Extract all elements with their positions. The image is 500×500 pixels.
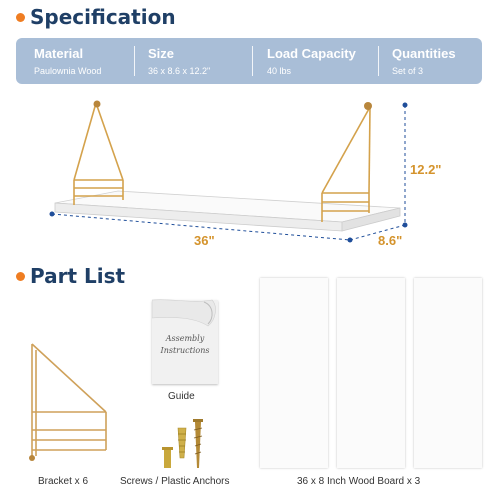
wood-boards-caption: 36 x 8 Inch Wood Board x 3 bbox=[297, 476, 421, 487]
spec-material-value: Paulownia Wood bbox=[34, 66, 102, 76]
section-bullet-icon bbox=[16, 272, 25, 281]
page-curl-icon bbox=[152, 298, 220, 328]
anchor-2 bbox=[178, 428, 186, 458]
spec-quantities-value: Set of 3 bbox=[392, 66, 424, 76]
spec-load-capacity-label: Load Capacity bbox=[267, 46, 356, 61]
wood-board bbox=[337, 278, 405, 468]
wood-board bbox=[414, 278, 482, 468]
depth-dimension-label: 8.6" bbox=[378, 233, 403, 248]
guide-card-line1: Assembly bbox=[165, 334, 205, 343]
spec-size-label: Size bbox=[148, 46, 175, 61]
spec-material-label: Material bbox=[34, 46, 84, 61]
plastic-anchor bbox=[162, 447, 173, 468]
spec-size-value: 36 x 8.6 x 12.2" bbox=[148, 66, 211, 76]
screws-icon bbox=[160, 418, 210, 472]
bracket-icon bbox=[22, 340, 112, 465]
part-list-title: Part List bbox=[30, 264, 126, 288]
wood-board bbox=[260, 278, 328, 468]
spec-quantities-label: Quantities bbox=[392, 46, 456, 61]
wood-screw bbox=[193, 419, 203, 468]
spec-load-capacity-value: 40 lbs bbox=[267, 66, 292, 76]
width-dimension-label: 36" bbox=[194, 233, 215, 248]
left-bracket bbox=[74, 103, 123, 205]
guide-card-line2: Instructions bbox=[160, 346, 210, 355]
screws-caption: Screws / Plastic Anchors bbox=[120, 476, 230, 487]
specification-title: Specification bbox=[30, 5, 176, 29]
bracket-caption: Bracket x 6 bbox=[38, 476, 89, 487]
guide-caption: Guide bbox=[168, 391, 195, 402]
height-dimension-label: 12.2" bbox=[410, 162, 442, 177]
